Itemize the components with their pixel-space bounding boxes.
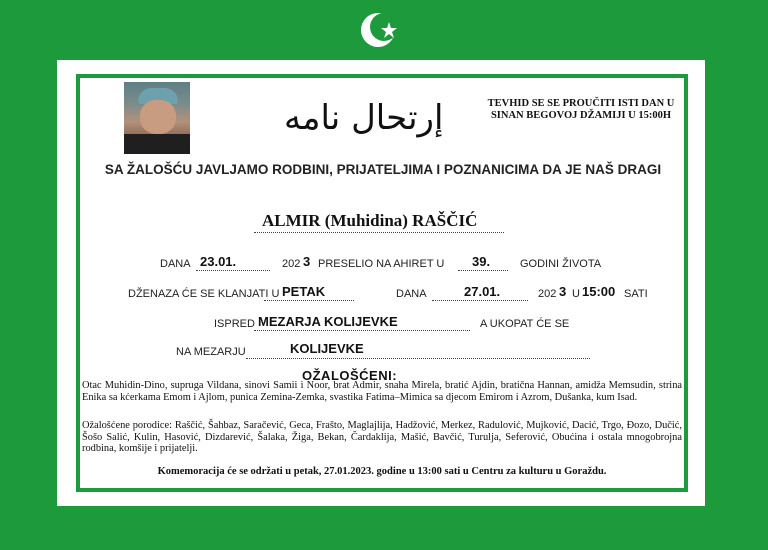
dana-label: DANA xyxy=(160,258,191,270)
families-paragraph: Ožalošćene porodice: Raščić, Šahbaz, Saračević, Geca, Frašto, Maglajlija, Hadžović, Merkez, Radulović, Mujković, Dacić, Trgo, Đozo, Dučić, Šošo Salić, Kulin, Hasović, Dizdarević, Šalaka, Žiga, Bekan, Čardaklija, Mašić, Bavčić, Turulja, Seferović, Obućina i ostala mnogobrojna rodbina, komšije i prijatelji. xyxy=(82,420,682,455)
komemoracija-text: Komemoracija će se održati u petak, 27.01.2023. godine u 13:00 sati u Centru za kulturu u Goraždu. xyxy=(157,466,607,477)
godini-label: GODINI ŽIVOTA xyxy=(520,258,602,270)
dzenaza-date: 27.01. xyxy=(464,284,501,299)
dotted-line xyxy=(196,270,270,271)
dotted-line xyxy=(264,300,354,301)
age: 39. xyxy=(472,254,491,269)
mezarju-label: NA MEZARJU xyxy=(176,346,246,358)
tevhid-notice: TEVHID SE SE PROUČITI ISTI DAN U SINAN BEGOVOJ DŽAMIJI U 15:00H xyxy=(487,98,675,121)
dotted-line xyxy=(432,300,528,301)
year-suffix: 3 xyxy=(303,254,311,269)
family-paragraph: Otac Muhidin-Dino, supruga Vildana, sinovi Samii i Noor, brat Admir, snaha Mirela, bratić Ajdin, bratična Hannan, amidža Memsudin, strina Enika sa kćerkama Emom i Ajlom, punica Zemina-Zemka, svastika Fatima–Mimica sa djecom Emirom i Azrom, Dušanka, kum Isad. xyxy=(82,380,682,403)
death-date: 23.01. xyxy=(200,254,237,269)
deceased-name: ALMIR (Muhidina) RAŠČIĆ xyxy=(262,211,478,230)
name-underline xyxy=(254,232,504,233)
ispred-label: ISPRED xyxy=(214,318,255,330)
u-label: U xyxy=(572,288,580,300)
dzenaza-place: MEZARJA KOLIJEVKE xyxy=(258,314,398,329)
year-suffix-2: 3 xyxy=(559,284,567,299)
dana-label-2: DANA xyxy=(396,288,427,300)
burial-place: KOLIJEVKE xyxy=(290,341,364,356)
sati-label: SATI xyxy=(624,288,648,300)
dzenaza-day: PETAK xyxy=(282,284,326,299)
dzenaza-label: DŽENAZA ĆE SE KLANJATI U xyxy=(128,288,280,300)
dzenaza-time: 15:00 xyxy=(582,284,616,299)
dotted-line xyxy=(246,358,590,359)
crescent-star-icon xyxy=(358,8,402,52)
ozaloceni-title: OŽALOŠĆENI: xyxy=(302,368,398,383)
deceased-photo xyxy=(124,82,190,154)
year-prefix-2: 202 xyxy=(538,288,557,300)
year-prefix: 202 xyxy=(282,258,301,270)
dotted-line xyxy=(458,270,508,271)
preselio-label: PRESELIO NA AHIRET U xyxy=(318,258,445,270)
intro-text: SA ŽALOŠĆU JAVLJAMO RODBINI, PRIJATELJIMA I POZNANICIMA DA JE NAŠ DRAGI xyxy=(104,162,662,177)
ukopat-label: A UKOPAT ĆE SE xyxy=(480,318,570,330)
dotted-line xyxy=(254,330,470,331)
arabic-title: إرتحال نامه xyxy=(284,98,444,138)
